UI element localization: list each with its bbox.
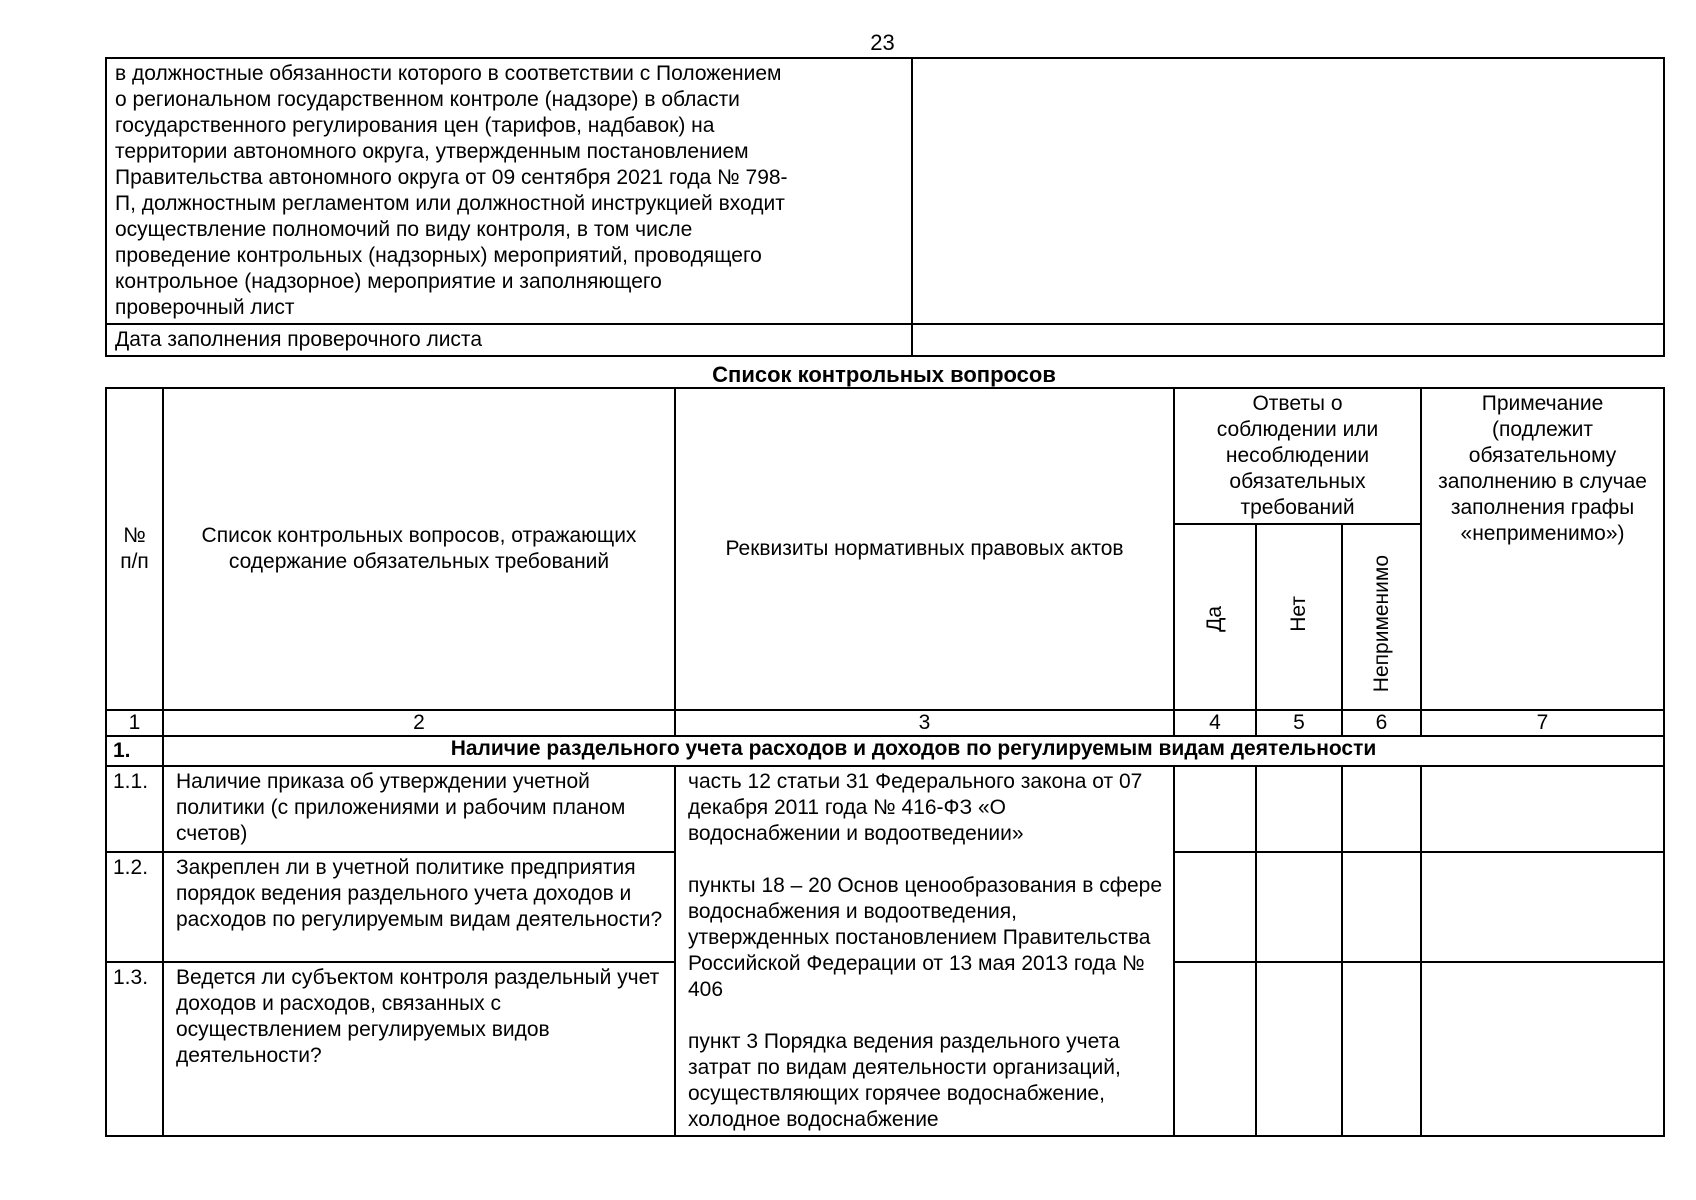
checklist-table <box>105 387 1665 1137</box>
answer-no-cell[interactable] <box>1256 962 1342 1136</box>
inspector-info-table <box>105 57 1665 357</box>
inspector-line: территории автономного округа, утвержденным постановлением <box>115 140 749 163</box>
note-cell[interactable] <box>1421 852 1664 962</box>
answer-yes-cell[interactable] <box>1174 766 1256 852</box>
inspector-line: о региональном государственном контроле (надзоре) в области <box>115 88 740 111</box>
row-question: Наличие приказа об утверждении учетной политики (с приложениями и рабочим планом счетов) <box>163 766 675 852</box>
header-acts: Реквизиты нормативных правовых актов <box>675 388 1174 710</box>
answer-not-applicable-cell[interactable] <box>1342 962 1421 1136</box>
header-not-applicable-label: Неприменимо <box>1369 554 1393 692</box>
header-no-label: Нет <box>1287 596 1310 632</box>
inspector-line: проверочный лист <box>115 296 295 319</box>
header-number: № п/п <box>106 388 163 710</box>
legal-act: пункт 3 Порядка ведения раздельного учета затрат по видам деятельности организаций, осуществляющих горячее водоснабжение, холодное водоснабжение <box>688 1030 1121 1131</box>
answer-no-cell[interactable] <box>1256 766 1342 852</box>
answer-no-cell[interactable] <box>1256 852 1342 962</box>
column-number: 1 <box>106 710 163 736</box>
column-number: 5 <box>1256 710 1342 736</box>
header-note: Примечание (подлежит обязательному заполнению в случае заполнения графы «неприменимо») <box>1421 388 1664 710</box>
inspector-line: контрольное (надзорное) мероприятие и заполняющего <box>115 270 662 293</box>
column-number: 2 <box>163 710 675 736</box>
section-number: 1. <box>106 736 163 766</box>
inspector-line: государственного регулирования цен (тарифов, надбавок) на <box>115 114 715 137</box>
inspector-line: осуществление полномочий по виду контроля, в том числе <box>115 218 693 241</box>
page-number: 23 <box>870 30 895 55</box>
legal-acts-cell <box>675 766 1174 1136</box>
section-row <box>106 736 1664 766</box>
inspector-line: в должностные обязанности которого в соответствии с Положением <box>115 62 782 85</box>
header-no <box>1256 524 1342 710</box>
column-number: 7 <box>1421 710 1664 736</box>
answer-yes-cell[interactable] <box>1174 962 1256 1136</box>
table-row <box>106 766 1664 852</box>
header-questions: Список контрольных вопросов, отражающих содержание обязательных требований <box>163 388 675 710</box>
note-cell[interactable] <box>1421 766 1664 852</box>
note-cell[interactable] <box>1421 962 1664 1136</box>
section-heading: Наличие раздельного учета расходов и доходов по регулируемым видам деятельности <box>163 736 1664 766</box>
answer-yes-cell[interactable] <box>1174 852 1256 962</box>
header-not-applicable <box>1342 524 1421 710</box>
inspector-description-cell <box>106 58 912 324</box>
column-numbers-row <box>106 710 1664 736</box>
header-yes-label: Да <box>1203 606 1226 632</box>
header-answers: Ответы о соблюдении или несоблюдении обязательных требований <box>1174 388 1421 524</box>
row-question: Ведется ли субъектом контроля раздельный учет доходов и расходов, связанных с осуществлением регулируемых видов деятельности? <box>163 962 675 1136</box>
column-number: 3 <box>675 710 1174 736</box>
row-number: 1.3. <box>106 962 163 1136</box>
answer-not-applicable-cell[interactable] <box>1342 852 1421 962</box>
row-number: 1.1. <box>106 766 163 852</box>
inspector-line: проведение контрольных (надзорных) мероприятий, проводящего <box>115 244 762 267</box>
legal-act: пункты 18 – 20 Основ ценообразования в сфере водоснабжения и водоотведения, утвержденных постановлением Правительства Российской Федерации от 13 мая 2013 года № 406 <box>688 874 1163 1001</box>
row-question: Закреплен ли в учетной политике предприятия порядок ведения раздельного учета доходов и расходов по регулируемым видам деятельности? <box>163 852 675 962</box>
answer-not-applicable-cell[interactable] <box>1342 766 1421 852</box>
row-number: 1.2. <box>106 852 163 962</box>
inspector-row <box>106 58 1664 324</box>
legal-act: часть 12 статьи 31 Федерального закона от 07 декабря 2011 года № 416-ФЗ «О водоснабжении и водоотведении» <box>688 770 1143 845</box>
date-label: Дата заполнения проверочного листа <box>106 324 912 356</box>
column-number: 4 <box>1174 710 1256 736</box>
date-row <box>106 324 1664 356</box>
header-row <box>106 388 1664 524</box>
inspector-line: Правительства автономного округа от 09 сентября 2021 года № 798- <box>115 166 788 189</box>
header-yes <box>1174 524 1256 710</box>
inspector-line: П, должностным регламентом или должностной инструкцией входит <box>115 192 785 215</box>
column-number: 6 <box>1342 710 1421 736</box>
date-value-cell[interactable] <box>912 324 1664 356</box>
section-title: Список контрольных вопросов <box>712 362 1056 387</box>
inspector-value-cell[interactable] <box>912 58 1664 324</box>
